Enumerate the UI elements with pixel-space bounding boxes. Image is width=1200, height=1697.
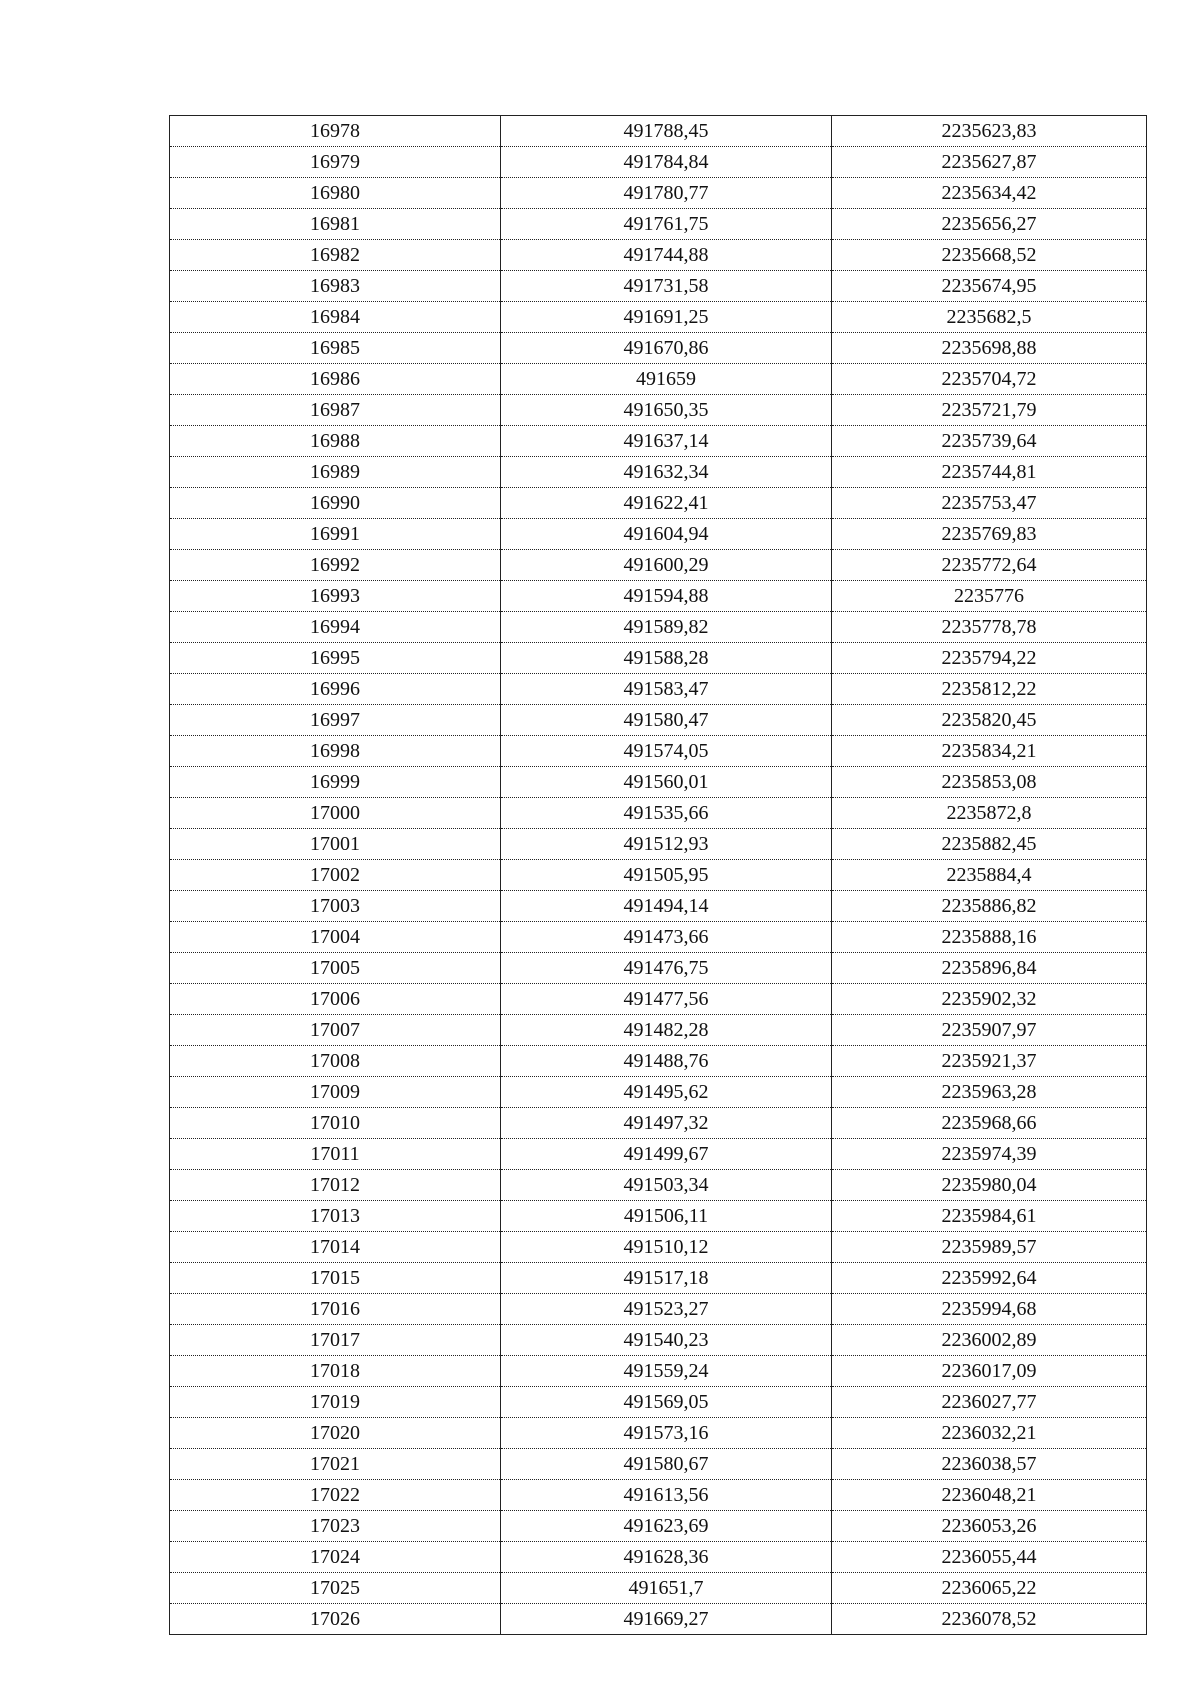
coordinates-table-body xyxy=(170,116,1147,1635)
y-coordinate-cell: 2235994,68 xyxy=(832,1294,1147,1325)
point-number-cell: 16982 xyxy=(170,240,501,271)
y-coordinate-cell: 2235744,81 xyxy=(832,457,1147,488)
table-row xyxy=(170,488,1147,519)
y-coordinate-cell: 2235984,61 xyxy=(832,1201,1147,1232)
x-coordinate-cell: 491589,82 xyxy=(501,612,832,643)
x-coordinate-cell: 491784,84 xyxy=(501,147,832,178)
point-number-cell: 17005 xyxy=(170,953,501,984)
table-row xyxy=(170,457,1147,488)
x-coordinate-cell: 491669,27 xyxy=(501,1604,832,1635)
table-row xyxy=(170,1449,1147,1480)
x-coordinate-cell: 491473,66 xyxy=(501,922,832,953)
y-coordinate-cell: 2235704,72 xyxy=(832,364,1147,395)
point-number-cell: 16978 xyxy=(170,116,501,147)
x-coordinate-cell: 491637,14 xyxy=(501,426,832,457)
y-coordinate-cell: 2236032,21 xyxy=(832,1418,1147,1449)
table-row xyxy=(170,1170,1147,1201)
x-coordinate-cell: 491744,88 xyxy=(501,240,832,271)
y-coordinate-cell: 2235674,95 xyxy=(832,271,1147,302)
table-row xyxy=(170,1232,1147,1263)
y-coordinate-cell: 2235776 xyxy=(832,581,1147,612)
x-coordinate-cell: 491560,01 xyxy=(501,767,832,798)
x-coordinate-cell: 491573,16 xyxy=(501,1418,832,1449)
x-coordinate-cell: 491780,77 xyxy=(501,178,832,209)
x-coordinate-cell: 491622,41 xyxy=(501,488,832,519)
x-coordinate-cell: 491506,11 xyxy=(501,1201,832,1232)
point-number-cell: 17021 xyxy=(170,1449,501,1480)
table-row xyxy=(170,891,1147,922)
point-number-cell: 17019 xyxy=(170,1387,501,1418)
y-coordinate-cell: 2235834,21 xyxy=(832,736,1147,767)
point-number-cell: 16984 xyxy=(170,302,501,333)
point-number-cell: 17007 xyxy=(170,1015,501,1046)
y-coordinate-cell: 2236053,26 xyxy=(832,1511,1147,1542)
table-row xyxy=(170,581,1147,612)
y-coordinate-cell: 2235963,28 xyxy=(832,1077,1147,1108)
table-row xyxy=(170,1263,1147,1294)
table-row xyxy=(170,147,1147,178)
point-number-cell: 16994 xyxy=(170,612,501,643)
x-coordinate-cell: 491613,56 xyxy=(501,1480,832,1511)
table-row xyxy=(170,1077,1147,1108)
x-coordinate-cell: 491512,93 xyxy=(501,829,832,860)
y-coordinate-cell: 2235698,88 xyxy=(832,333,1147,364)
x-coordinate-cell: 491517,18 xyxy=(501,1263,832,1294)
table-row xyxy=(170,550,1147,581)
point-number-cell: 16983 xyxy=(170,271,501,302)
x-coordinate-cell: 491523,27 xyxy=(501,1294,832,1325)
y-coordinate-cell: 2235886,82 xyxy=(832,891,1147,922)
table-row xyxy=(170,1046,1147,1077)
point-number-cell: 16997 xyxy=(170,705,501,736)
x-coordinate-cell: 491495,62 xyxy=(501,1077,832,1108)
table-row xyxy=(170,829,1147,860)
point-number-cell: 16990 xyxy=(170,488,501,519)
x-coordinate-cell: 491510,12 xyxy=(501,1232,832,1263)
point-number-cell: 17015 xyxy=(170,1263,501,1294)
table-row xyxy=(170,1480,1147,1511)
y-coordinate-cell: 2236055,44 xyxy=(832,1542,1147,1573)
coordinates-table xyxy=(169,115,1147,1635)
table-row xyxy=(170,1108,1147,1139)
table-row xyxy=(170,333,1147,364)
y-coordinate-cell: 2235820,45 xyxy=(832,705,1147,736)
point-number-cell: 17003 xyxy=(170,891,501,922)
point-number-cell: 16992 xyxy=(170,550,501,581)
x-coordinate-cell: 491604,94 xyxy=(501,519,832,550)
table-row xyxy=(170,984,1147,1015)
y-coordinate-cell: 2235812,22 xyxy=(832,674,1147,705)
table-row xyxy=(170,364,1147,395)
x-coordinate-cell: 491632,34 xyxy=(501,457,832,488)
point-number-cell: 17026 xyxy=(170,1604,501,1635)
y-coordinate-cell: 2235627,87 xyxy=(832,147,1147,178)
y-coordinate-cell: 2235974,39 xyxy=(832,1139,1147,1170)
table-row xyxy=(170,116,1147,147)
table-row xyxy=(170,1294,1147,1325)
y-coordinate-cell: 2235721,79 xyxy=(832,395,1147,426)
point-number-cell: 17017 xyxy=(170,1325,501,1356)
x-coordinate-cell: 491761,75 xyxy=(501,209,832,240)
x-coordinate-cell: 491651,7 xyxy=(501,1573,832,1604)
y-coordinate-cell: 2236027,77 xyxy=(832,1387,1147,1418)
point-number-cell: 16991 xyxy=(170,519,501,550)
point-number-cell: 17004 xyxy=(170,922,501,953)
point-number-cell: 17001 xyxy=(170,829,501,860)
x-coordinate-cell: 491488,76 xyxy=(501,1046,832,1077)
x-coordinate-cell: 491505,95 xyxy=(501,860,832,891)
y-coordinate-cell: 2235753,47 xyxy=(832,488,1147,519)
x-coordinate-cell: 491659 xyxy=(501,364,832,395)
point-number-cell: 17008 xyxy=(170,1046,501,1077)
table-row xyxy=(170,922,1147,953)
table-row xyxy=(170,1542,1147,1573)
y-coordinate-cell: 2236065,22 xyxy=(832,1573,1147,1604)
y-coordinate-cell: 2235772,64 xyxy=(832,550,1147,581)
y-coordinate-cell: 2235853,08 xyxy=(832,767,1147,798)
y-coordinate-cell: 2236078,52 xyxy=(832,1604,1147,1635)
table-row xyxy=(170,860,1147,891)
y-coordinate-cell: 2235882,45 xyxy=(832,829,1147,860)
point-number-cell: 16981 xyxy=(170,209,501,240)
x-coordinate-cell: 491691,25 xyxy=(501,302,832,333)
point-number-cell: 16980 xyxy=(170,178,501,209)
table-row xyxy=(170,798,1147,829)
point-number-cell: 17013 xyxy=(170,1201,501,1232)
table-row xyxy=(170,426,1147,457)
y-coordinate-cell: 2235623,83 xyxy=(832,116,1147,147)
point-number-cell: 16985 xyxy=(170,333,501,364)
table-row xyxy=(170,395,1147,426)
table-row xyxy=(170,612,1147,643)
point-number-cell: 16989 xyxy=(170,457,501,488)
x-coordinate-cell: 491540,23 xyxy=(501,1325,832,1356)
y-coordinate-cell: 2235902,32 xyxy=(832,984,1147,1015)
table-row xyxy=(170,767,1147,798)
y-coordinate-cell: 2236017,09 xyxy=(832,1356,1147,1387)
table-row xyxy=(170,1604,1147,1635)
point-number-cell: 17014 xyxy=(170,1232,501,1263)
table-row xyxy=(170,705,1147,736)
y-coordinate-cell: 2235769,83 xyxy=(832,519,1147,550)
x-coordinate-cell: 491569,05 xyxy=(501,1387,832,1418)
point-number-cell: 16998 xyxy=(170,736,501,767)
x-coordinate-cell: 491499,67 xyxy=(501,1139,832,1170)
y-coordinate-cell: 2236038,57 xyxy=(832,1449,1147,1480)
table-row xyxy=(170,1356,1147,1387)
x-coordinate-cell: 491623,69 xyxy=(501,1511,832,1542)
point-number-cell: 17012 xyxy=(170,1170,501,1201)
point-number-cell: 17016 xyxy=(170,1294,501,1325)
y-coordinate-cell: 2235634,42 xyxy=(832,178,1147,209)
x-coordinate-cell: 491670,86 xyxy=(501,333,832,364)
y-coordinate-cell: 2235739,64 xyxy=(832,426,1147,457)
x-coordinate-cell: 491476,75 xyxy=(501,953,832,984)
x-coordinate-cell: 491600,29 xyxy=(501,550,832,581)
table-row xyxy=(170,1139,1147,1170)
point-number-cell: 17006 xyxy=(170,984,501,1015)
point-number-cell: 16993 xyxy=(170,581,501,612)
y-coordinate-cell: 2235907,97 xyxy=(832,1015,1147,1046)
x-coordinate-cell: 491583,47 xyxy=(501,674,832,705)
point-number-cell: 17022 xyxy=(170,1480,501,1511)
y-coordinate-cell: 2236002,89 xyxy=(832,1325,1147,1356)
point-number-cell: 17000 xyxy=(170,798,501,829)
point-number-cell: 16999 xyxy=(170,767,501,798)
point-number-cell: 16979 xyxy=(170,147,501,178)
x-coordinate-cell: 491788,45 xyxy=(501,116,832,147)
point-number-cell: 17018 xyxy=(170,1356,501,1387)
x-coordinate-cell: 491594,88 xyxy=(501,581,832,612)
x-coordinate-cell: 491731,58 xyxy=(501,271,832,302)
table-row xyxy=(170,1573,1147,1604)
y-coordinate-cell: 2236048,21 xyxy=(832,1480,1147,1511)
point-number-cell: 17011 xyxy=(170,1139,501,1170)
x-coordinate-cell: 491477,56 xyxy=(501,984,832,1015)
point-number-cell: 17023 xyxy=(170,1511,501,1542)
x-coordinate-cell: 491580,67 xyxy=(501,1449,832,1480)
y-coordinate-cell: 2235656,27 xyxy=(832,209,1147,240)
table-row xyxy=(170,1387,1147,1418)
y-coordinate-cell: 2235980,04 xyxy=(832,1170,1147,1201)
y-coordinate-cell: 2235968,66 xyxy=(832,1108,1147,1139)
x-coordinate-cell: 491580,47 xyxy=(501,705,832,736)
point-number-cell: 16986 xyxy=(170,364,501,395)
point-number-cell: 16988 xyxy=(170,426,501,457)
y-coordinate-cell: 2235896,84 xyxy=(832,953,1147,984)
x-coordinate-cell: 491650,35 xyxy=(501,395,832,426)
y-coordinate-cell: 2235778,78 xyxy=(832,612,1147,643)
x-coordinate-cell: 491588,28 xyxy=(501,643,832,674)
y-coordinate-cell: 2235682,5 xyxy=(832,302,1147,333)
point-number-cell: 16987 xyxy=(170,395,501,426)
table-row xyxy=(170,1418,1147,1449)
point-number-cell: 17010 xyxy=(170,1108,501,1139)
point-number-cell: 16995 xyxy=(170,643,501,674)
table-row xyxy=(170,302,1147,333)
y-coordinate-cell: 2235989,57 xyxy=(832,1232,1147,1263)
table-row xyxy=(170,736,1147,767)
table-row xyxy=(170,271,1147,302)
point-number-cell: 17002 xyxy=(170,860,501,891)
x-coordinate-cell: 491628,36 xyxy=(501,1542,832,1573)
x-coordinate-cell: 491482,28 xyxy=(501,1015,832,1046)
y-coordinate-cell: 2235872,8 xyxy=(832,798,1147,829)
point-number-cell: 17025 xyxy=(170,1573,501,1604)
table-row xyxy=(170,953,1147,984)
point-number-cell: 17024 xyxy=(170,1542,501,1573)
table-row xyxy=(170,240,1147,271)
y-coordinate-cell: 2235884,4 xyxy=(832,860,1147,891)
point-number-cell: 17020 xyxy=(170,1418,501,1449)
table-row xyxy=(170,178,1147,209)
table-row xyxy=(170,674,1147,705)
x-coordinate-cell: 491503,34 xyxy=(501,1170,832,1201)
table-row xyxy=(170,1511,1147,1542)
x-coordinate-cell: 491559,24 xyxy=(501,1356,832,1387)
x-coordinate-cell: 491535,66 xyxy=(501,798,832,829)
table-row xyxy=(170,1325,1147,1356)
x-coordinate-cell: 491497,32 xyxy=(501,1108,832,1139)
x-coordinate-cell: 491494,14 xyxy=(501,891,832,922)
table-row xyxy=(170,209,1147,240)
y-coordinate-cell: 2235992,64 xyxy=(832,1263,1147,1294)
y-coordinate-cell: 2235888,16 xyxy=(832,922,1147,953)
table-row xyxy=(170,643,1147,674)
table-row xyxy=(170,1015,1147,1046)
table-row xyxy=(170,519,1147,550)
point-number-cell: 16996 xyxy=(170,674,501,705)
table-row xyxy=(170,1201,1147,1232)
y-coordinate-cell: 2235921,37 xyxy=(832,1046,1147,1077)
x-coordinate-cell: 491574,05 xyxy=(501,736,832,767)
y-coordinate-cell: 2235794,22 xyxy=(832,643,1147,674)
y-coordinate-cell: 2235668,52 xyxy=(832,240,1147,271)
point-number-cell: 17009 xyxy=(170,1077,501,1108)
